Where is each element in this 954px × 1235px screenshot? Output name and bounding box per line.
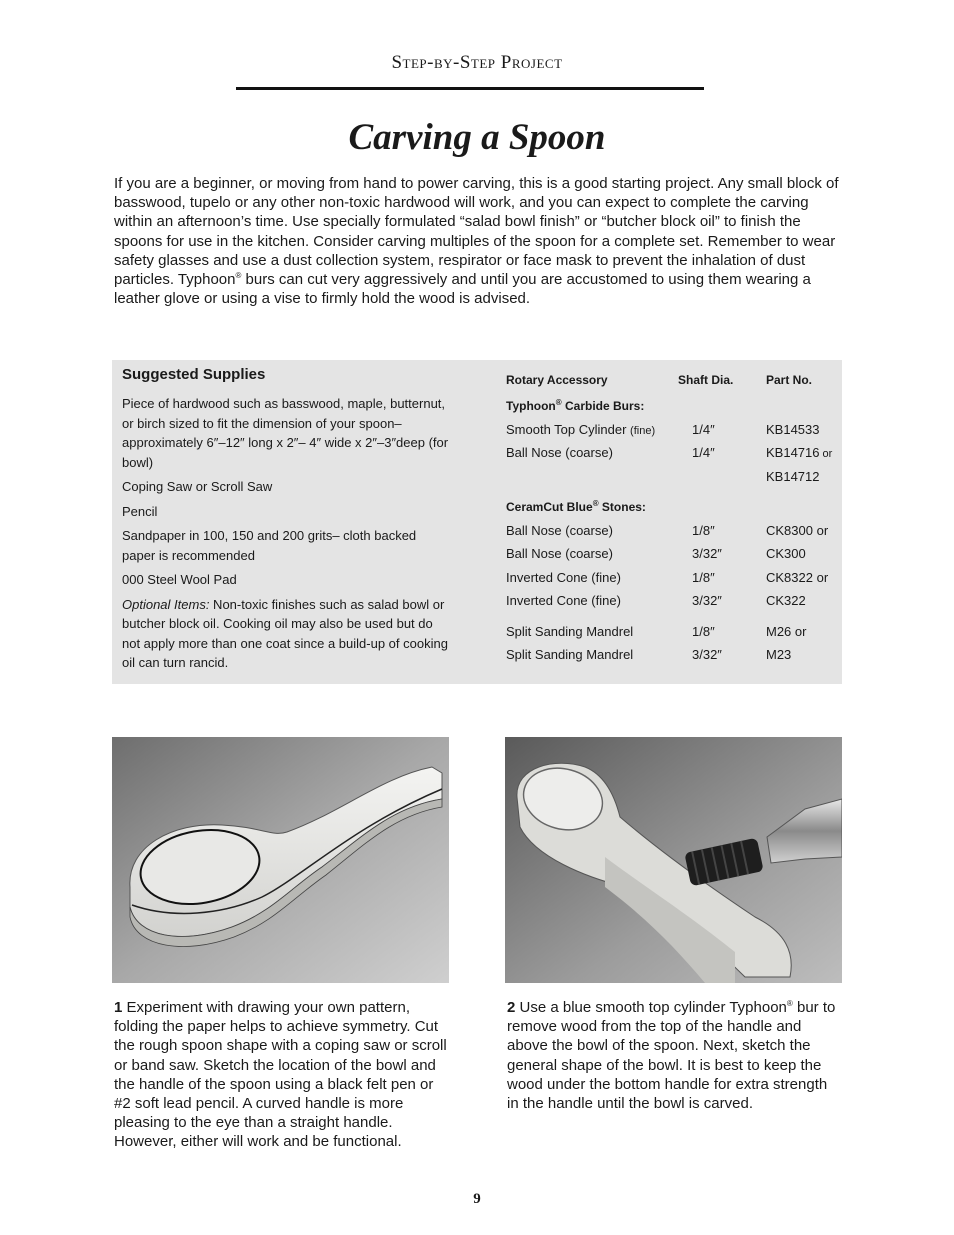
- optional-text: Non-toxic finishes such as salad bowl or butcher block oil. Cooking oil may also be used but do not apply more than one coat since a build-up of cooking oil can turn rancid.: [122, 596, 448, 670]
- intro-reg-mark: ®: [235, 271, 242, 281]
- shaft-dia: 1/8″: [692, 569, 715, 585]
- step-1-caption: [114, 998, 454, 1152]
- accessory-name: Ball Nose (coarse): [506, 445, 613, 461]
- table-gap: [506, 488, 836, 495]
- carving-tool-image: [505, 737, 842, 983]
- table-row: [506, 465, 836, 489]
- optional-label: Optional Items:: [122, 596, 210, 612]
- step-number: 2: [507, 999, 516, 1016]
- step-text: Use a blue smooth top cylinder Typhoon: [515, 999, 787, 1016]
- table-row: [506, 566, 836, 590]
- header-shaft: Shaft Dia.: [678, 373, 734, 387]
- step-1-photo: [112, 737, 449, 983]
- step-text: Experiment with drawing your own pattern, folding the paper helps to achieve symmetry. Cut the rough spoon shape with a coping saw or scroll or band saw. Sketch the location of the bowl and the handle of the spoon using a black felt pen or #2 soft lead pencil. A curved handle is more pleasing to the eye than a straight handle. However, either will work and be functional.: [114, 999, 447, 1151]
- part-number: M26 or: [766, 623, 807, 639]
- page-title: Carving a Spoon: [348, 117, 606, 158]
- shaft-dia: 1/8″: [692, 522, 715, 538]
- header-part: Part No.: [766, 373, 813, 387]
- part-number: CK8322 or: [766, 569, 829, 585]
- accessory-header-row: [506, 366, 836, 394]
- supply-item-optional: [122, 595, 452, 673]
- table-row: [506, 441, 836, 465]
- supply-item: Coping Saw or Scroll Saw: [122, 479, 273, 494]
- supplies-heading: Suggested Supplies: [122, 366, 266, 383]
- part-number: CK322: [766, 593, 806, 609]
- header-accessory: Rotary Accessory: [506, 373, 608, 387]
- part-number: CK300: [766, 546, 806, 562]
- accessory-name: Inverted Cone (fine): [506, 593, 621, 609]
- supply-item: [122, 394, 452, 472]
- accessory-name: Split Sanding Mandrel: [506, 647, 634, 663]
- accessory-name: Inverted Cone (fine): [506, 569, 621, 585]
- section-label: Step-by-Step Project: [391, 52, 563, 73]
- shaft-dia: 1/4″: [692, 445, 715, 461]
- shaft-dia: 3/32″: [692, 546, 722, 562]
- step-reg-mark: ®: [786, 999, 793, 1008]
- shaft-dia: [678, 465, 766, 489]
- step-2-caption: [507, 998, 841, 1113]
- part-number: KB14716 or: [766, 445, 833, 461]
- spoon-blank-image: [112, 737, 449, 983]
- intro-text-2: burs can cut very aggressively and until you are accustomed to using them wearing a leather glove or using a vise to firmly hold the wood is advised.: [114, 271, 811, 308]
- table-row: [506, 620, 836, 644]
- table-row: [506, 643, 836, 667]
- shaft-dia: 1/4″: [692, 421, 715, 437]
- shaft-dia: 1/8″: [692, 623, 715, 639]
- table-row: [506, 542, 836, 566]
- supply-item-text: Piece of hardwood such as basswood, maple, butternut, or birch sized to fit the dimension of your spoon–approximately 6″–12″ long x 2″– 4″ wide x 2″–3″deep: [122, 396, 446, 450]
- part-number: CK8300 or: [766, 522, 829, 538]
- group-title: CeramCut Blue® Stones:: [506, 498, 646, 514]
- table-row: [506, 418, 836, 442]
- intro-paragraph: [114, 174, 846, 308]
- page-number: 9: [473, 1191, 481, 1207]
- supplies-box: [112, 360, 842, 684]
- accessory-table: [506, 366, 836, 667]
- table-row: [506, 589, 836, 613]
- supply-list: [122, 394, 452, 678]
- accessory-name: [506, 465, 678, 489]
- step-number: 1: [114, 999, 123, 1016]
- step-text-cont: bur to remove wood from the top of the handle and above the bowl of the spoon. Next, sketch the general shape of the bowl. It is best to keep the wood under the bottom handle for extra strength in the handle until the bowl is carved.: [507, 999, 836, 1113]
- supply-item: Sandpaper in 100, 150 and 200 grits– cloth backed paper is recommended: [122, 528, 417, 563]
- part-number: KB14533: [766, 421, 820, 437]
- accessory-name: Split Sanding Mandrel: [506, 623, 634, 639]
- shaft-dia: 3/32″: [692, 593, 722, 609]
- group-row: [506, 495, 836, 519]
- accessory-name: Ball Nose (coarse): [506, 522, 613, 538]
- part-number: M23: [766, 647, 792, 663]
- supply-item-note: (for bowl): [122, 435, 449, 470]
- intro-text-1: If you are a beginner, or moving from hand to power carving, this is a good starting project. Any small block of basswood, tupelo or any other non-toxic hardwood will work, and you can expect to complete the carving within an afternoon’s time. Use specially formulated “salad bowl finish” or “butcher block oil” to finish the spoons for use in the kitchen. Consider carving multiples of the spoon for a complete set. Remember to wear safety glasses and use a dust collection system, respirator or face mask to prevent the inhalation of dust particles. Typhoon: [114, 175, 839, 289]
- supply-item: Pencil: [122, 503, 158, 519]
- table-row: [506, 519, 836, 543]
- header-rule: [236, 87, 704, 90]
- supply-item: 000 Steel Wool Pad: [122, 572, 237, 587]
- part-number: KB14712: [766, 468, 820, 484]
- table-gap: [506, 613, 836, 620]
- group-title: Typhoon® Carbide Burs:: [506, 397, 645, 413]
- group-row: [506, 394, 836, 418]
- accessory-name: Ball Nose (coarse): [506, 546, 613, 562]
- step-2-photo: [505, 737, 842, 983]
- shaft-dia: 3/32″: [692, 647, 722, 663]
- accessory-name: Smooth Top Cylinder (fine): [506, 421, 656, 437]
